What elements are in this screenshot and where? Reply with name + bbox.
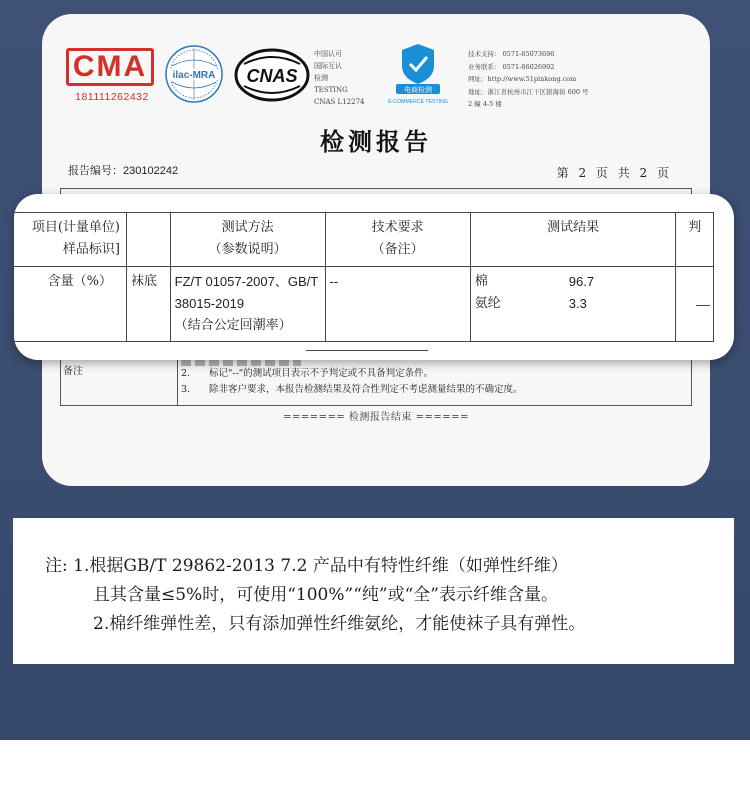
header-method-line2: （参数说明） xyxy=(208,242,287,257)
report-number: 报告编号：230102242 xyxy=(68,165,179,177)
table-underline xyxy=(306,350,428,351)
note-line-3: 2.棉纤维弹性差，只有添加弹性纤维氨纶，才能使袜子具有弹性。 xyxy=(93,614,586,634)
remark-number: 2. xyxy=(181,368,191,379)
note-line-2: 且其含量≤5%时，可使用“100%”“纯”或“全”表示纤维含量。 xyxy=(93,585,558,605)
ilac-text: ilac-MRA xyxy=(172,70,216,81)
contact-line: 2 幢 4-5 楼 xyxy=(468,100,502,108)
report-end-mark: ======= 检测报告结束 ====== xyxy=(283,412,469,423)
cert-line: TESTING xyxy=(314,86,348,94)
fiber-name: 棉 xyxy=(474,274,488,289)
header-method-line1: 测试方法 xyxy=(221,220,274,235)
fiber-value: 96.7 xyxy=(568,274,595,289)
remark-item xyxy=(181,382,681,398)
cert-text-block xyxy=(314,48,384,108)
remarks-list xyxy=(181,366,681,398)
report-title: 检测报告 xyxy=(320,127,432,156)
method-standard-cont: 38015-2019 xyxy=(174,296,245,311)
remark-text: 标记"--"的测试项目表示不予判定或不具备判定条件。 xyxy=(209,368,434,379)
table-header-row xyxy=(14,213,714,267)
note-line-1: 注: 1.根据GB/T 29862-2013 7.2 产品中有特性纤维（如弹性纤维） xyxy=(45,556,568,576)
cnas-logo xyxy=(234,48,310,102)
cell-sample: 袜底 xyxy=(126,267,170,342)
result-line xyxy=(475,293,672,315)
table-row xyxy=(14,267,714,342)
cma-letters: CMA xyxy=(66,48,154,86)
cma-logo xyxy=(64,48,160,106)
ecom-label: 电商检测 xyxy=(404,86,432,94)
ilac-mra-logo xyxy=(164,44,224,104)
remarks-label: 备注 xyxy=(63,366,83,377)
contact-line: 网址：http://www.51pinkong.com xyxy=(468,75,577,83)
method-note: （结合公定回潮率） xyxy=(174,318,292,333)
cell-item: 含量（%） xyxy=(14,267,126,342)
method-standard: FZ/T 01057-2007、GB/T xyxy=(174,274,319,289)
cell-result xyxy=(470,267,676,342)
ecommerce-testing-logo xyxy=(382,40,454,106)
ecom-english: E-COMMERCE TESTING xyxy=(388,99,448,105)
certification-logos xyxy=(64,44,694,124)
header-requirement-line1: 技术要求 xyxy=(371,220,424,235)
fiber-name: 氨纶 xyxy=(474,296,501,311)
page-number: 第 2 页 共 2 页 xyxy=(556,166,672,180)
header-requirement xyxy=(325,213,470,267)
contact-line: 地址：浙江省杭州市江干区银海街 600 号 xyxy=(468,87,589,96)
header-result: 测试结果 xyxy=(470,213,676,267)
remark-item xyxy=(181,366,681,382)
cnas-text: CNAS xyxy=(246,66,298,86)
cert-line: CNAS L12274 xyxy=(314,98,365,106)
judgement-dash xyxy=(696,305,710,306)
cell-requirement: -- xyxy=(325,267,470,342)
cert-line: 检测 xyxy=(314,74,328,82)
result-table xyxy=(14,212,714,342)
header-requirement-line2: （备注） xyxy=(371,242,424,257)
note-box xyxy=(13,518,734,664)
header-method xyxy=(170,213,325,267)
remark-text: 除非客户要求，本报告检测结果及符合性判定不考虑测量结果的不确定度。 xyxy=(209,384,523,395)
contact-info xyxy=(468,48,694,111)
note-text xyxy=(45,552,725,639)
header-item-line2: 样品标识] xyxy=(62,242,120,257)
header-item-line1: 项目(计量单位) xyxy=(31,220,120,235)
header-sample xyxy=(126,213,170,267)
cma-number: 181111262432 xyxy=(75,91,149,103)
cell-judgement xyxy=(676,267,714,342)
cell-method xyxy=(170,267,325,342)
result-line xyxy=(475,271,672,293)
contact-line: 技术支持： 0571-85073696 xyxy=(468,50,555,58)
remark-number: 3. xyxy=(181,384,191,395)
cert-line: 中国认可 xyxy=(314,50,342,58)
magnified-result-strip xyxy=(14,194,734,360)
contact-line: 业务联系： 0571-86026992 xyxy=(468,62,555,71)
cert-line: 国际互认 xyxy=(314,62,342,70)
header-judgement: 判 xyxy=(676,213,714,267)
fiber-value: 3.3 xyxy=(568,296,587,311)
header-item xyxy=(14,213,126,267)
